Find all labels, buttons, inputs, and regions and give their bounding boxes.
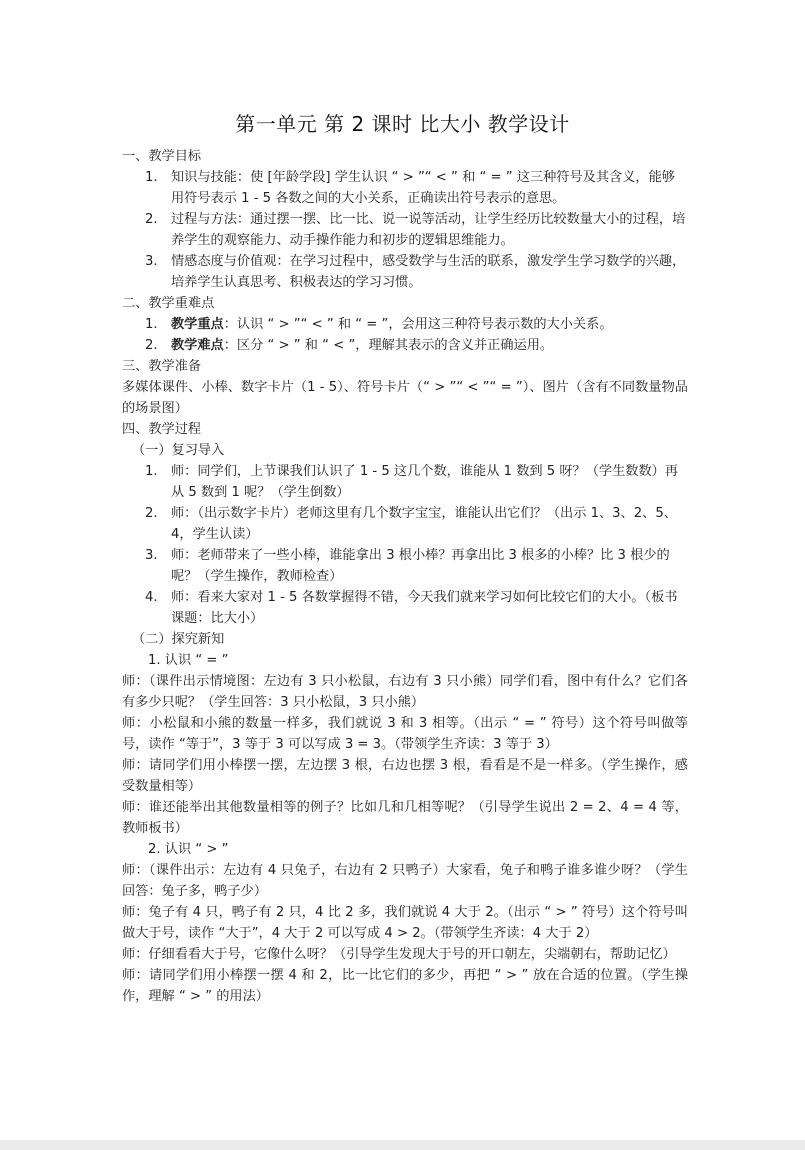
list-item: 1. 知识与技能：使 [年龄学段] 学生认识 “ > ”“ < ” 和 “ = ” 这三种符号及其含义，能够用符号表示 1 - 5 各数之间的大小关系，正确读出符号表示的意思。 [145, 170, 675, 206]
paragraph: 师：谁还能举出其他数量相等的例子？比如几和几相等呢？（引导学生说出 2 = 2、4 = 4 等，教师板书） [122, 800, 688, 836]
paragraph: 多媒体课件、小棒、数字卡片（1 - 5）、符号卡片（“ > ”“ < ”“ = ”）、图片（含有不同数量物品的场景图） [122, 380, 688, 416]
section-heading-key-points: 二、教学重难点 [122, 296, 215, 311]
paragraph: 师：请同学们用小棒摆一摆 4 和 2，比一比它们的多少，再把 “ > ” 放在合适的位置。（学生操作，理解 “ > ” 的用法） [122, 968, 688, 1004]
list-item: 3. 情感态度与价值观：在学习过程中，感受数学与生活的联系，激发学生学习数学的兴趣，培养学生认真思考、积极表达的学习习惯。 [145, 254, 686, 290]
section-heading-preparation: 三、教学准备 [122, 359, 202, 374]
document-body [122, 146, 688, 1007]
section-heading-process: 四、教学过程 [122, 422, 202, 437]
paragraph: 师：请同学们用小棒摆一摆，左边摆 3 根，右边也摆 3 根，看看是不是一样多。（学生操作，感受数量相等） [122, 758, 688, 794]
subsection-heading-review: （一）复习导入 [132, 443, 225, 458]
list-item: 3. 师：老师带来了一些小棒，谁能拿出 3 根小棒？再拿出比 3 根多的小棒？比 3 根少的呢？（学生操作，教师检查） [145, 548, 670, 584]
list-item: 1. 教学重点：认识 “ > ”“ < ” 和 “ = ”，会用这三种符号表示数的大小关系。 [145, 317, 613, 332]
paragraph: 师：（课件出示：左边有 4 只兔子，右边有 2 只鸭子）大家看，兔子和鸭子谁多谁少呀？（学生回答：兔子多，鸭子少） [122, 863, 688, 899]
list-item: 2. 师：（出示数字卡片）老师这里有几个数字宝宝，谁能认出它们？（出示 1、3、2、5、4，学生认读） [145, 506, 677, 542]
sub-heading-equal: 1. 认识 “ = ” [148, 653, 229, 668]
list-item: 4. 师：看来大家对 1 - 5 各数掌握得不错，今天我们就来学习如何比较它们的大小。（板书课题：比大小） [145, 590, 678, 626]
document-title: 第一单元 第 2 课时 比大小 教学设计 [235, 112, 570, 136]
sub-heading-greater: 2. 认识 “ > ” [148, 842, 229, 857]
section-heading-objectives: 一、教学目标 [122, 149, 202, 164]
list-item: 1. 师：同学们，上节课我们认识了 1 - 5 这几个数，谁能从 1 数到 5 呀？（学生数数）再从 5 数到 1 呢？（学生倒数） [145, 464, 679, 500]
list-item: 2. 过程与方法：通过摆一摆、比一比、说一说等活动，让学生经历比较数量大小的过程，培养学生的观察能力、动手操作能力和初步的逻辑思维能力。 [145, 212, 686, 248]
subsection-heading-explore: （二）探究新知 [132, 632, 225, 647]
paragraph: 师：（课件出示情境图：左边有 3 只小松鼠，右边有 3 只小熊）同学们看，图中有什么？它们各有多少只呢？（学生回答：3 只小松鼠，3 只小熊） [122, 674, 688, 710]
paragraph: 师：小松鼠和小熊的数量一样多，我们就说 3 和 3 相等。（出示 “ = ” 符号）这个符号叫做等号，读作 “等于”，3 等于 3 可以写成 3 = 3。（带领学生齐读：3 等于 3） [122, 716, 688, 752]
list-item: 2. 教学难点：区分 “ > ” 和 “ < ”，理解其表示的含义并正确运用。 [145, 338, 554, 353]
paragraph: 师：兔子有 4 只，鸭子有 2 只，4 比 2 多，我们就说 4 大于 2。（出示 “ > ” 符号）这个符号叫做大于号，读作 “大于”，4 大于 2 可以写成 4 > 2。（带领学生齐读：4 大于 2） [122, 905, 688, 941]
paragraph: 师：仔细看看大于号，它像什么呀？（引导学生发现大于号的开口朝左，尖端朝右，帮助记忆） [122, 947, 676, 962]
